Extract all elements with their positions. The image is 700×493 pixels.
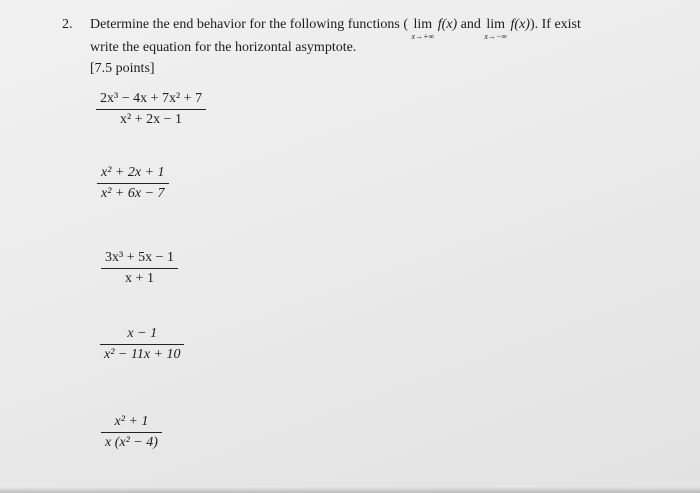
numerator: x² + 2x + 1 [101,165,165,180]
fraction-bar [96,109,206,110]
and-word: and [460,17,481,32]
fraction-bar [101,432,162,433]
numerator: 3x³ + 5x − 1 [105,250,174,265]
numerator: x − 1 [127,326,158,341]
page-edge-shadow [0,487,700,493]
function-1 [96,90,206,128]
function-3 [101,249,178,287]
points-label: [7.5 points] [90,61,155,76]
denominator: x (x² − 4) [105,435,158,450]
fraction-bar [101,268,178,269]
denominator: x² + 2x − 1 [120,112,183,127]
function-5 [101,413,162,451]
denominator: x + 1 [125,271,154,286]
function-notation: f(x) [510,17,530,32]
prompt-intro: Determine the end behavior for the following functions ( [90,17,409,32]
numerator: 2x³ − 4x + 7x² + 7 [100,91,203,106]
function-notation: f(x) [437,17,458,32]
denominator: x² − 11x + 10 [104,347,181,362]
numerator: x² + 1 [114,414,149,429]
lim-subscript-negative: x→−∞ [484,32,507,41]
lim-word: lim [413,17,433,32]
problem-number: 2. [62,17,73,32]
fraction-bar [97,183,169,184]
function-2 [97,164,169,202]
limit-negative-infinity [484,17,507,41]
fraction-bar [100,344,184,345]
denominator: x² + 6x − 7 [101,186,165,201]
prompt-tail: ). If exist [529,17,581,32]
limit-positive-infinity [411,17,435,41]
lim-word: lim [486,17,506,32]
prompt-line-2: write the equation for the horizontal asymptote. [90,40,357,55]
prompt-line-1 [90,17,581,41]
lim-subscript-positive: x→+∞ [411,32,435,41]
function-4 [100,325,184,363]
